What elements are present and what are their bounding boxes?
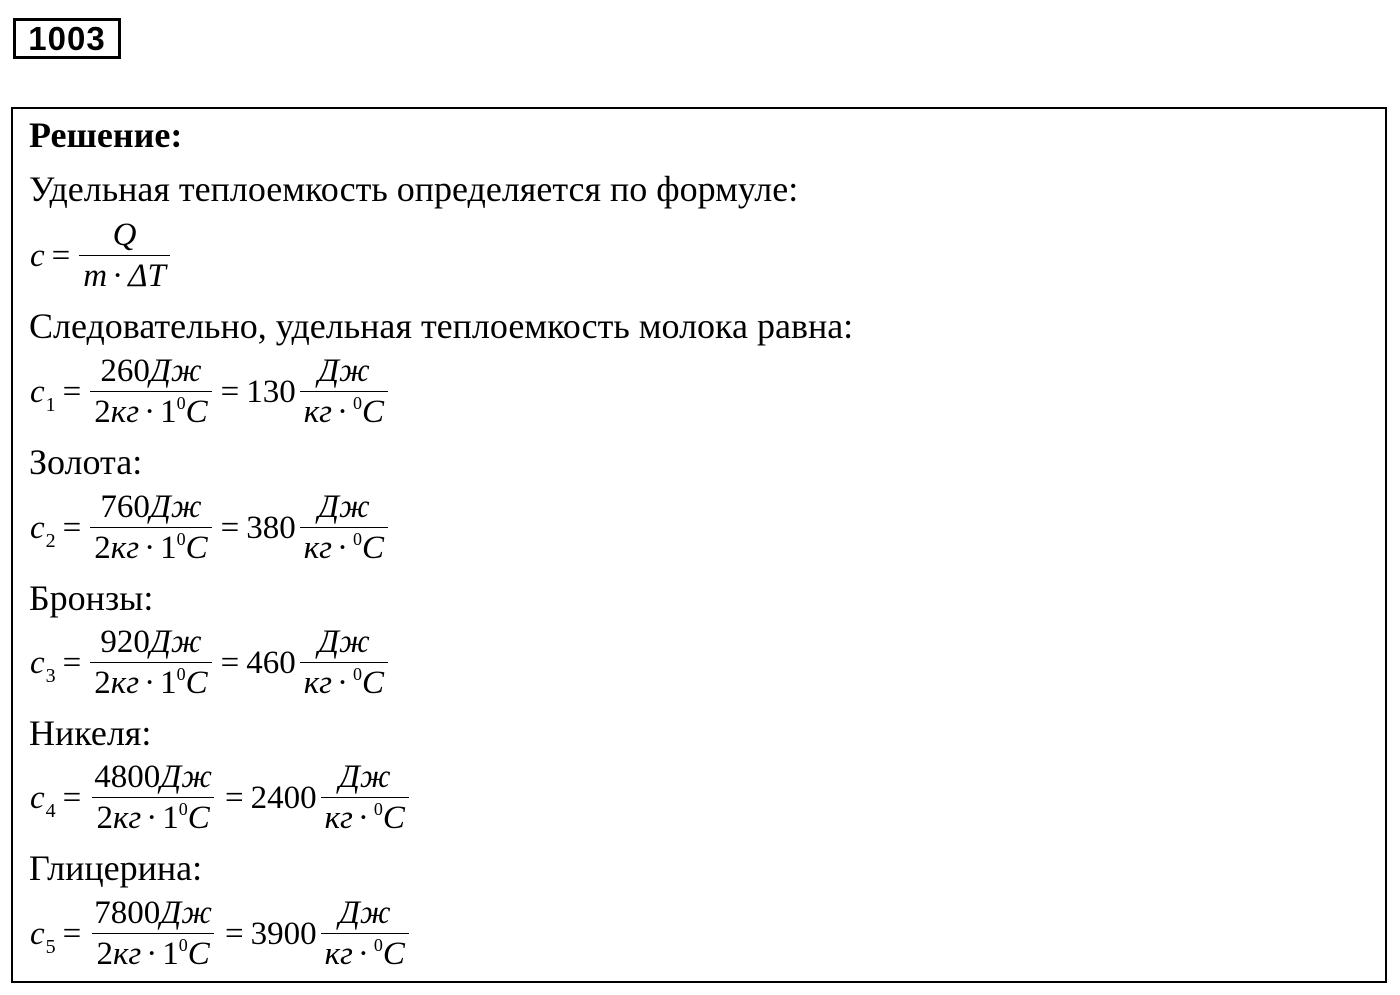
unit-fraction — [321, 895, 409, 973]
celsius-unit: C — [362, 665, 385, 701]
kg-unit: кг — [303, 665, 333, 701]
multiply-dot: · — [144, 665, 156, 701]
kg-unit: кг — [110, 394, 140, 430]
material-label: Бронзы: — [29, 578, 154, 618]
equals-sign: = — [220, 373, 240, 410]
temp-value: 1 — [160, 665, 177, 701]
kg-unit: кг — [303, 394, 333, 430]
intro-text: Удельная теплоемкость определяется по формуле: — [29, 169, 799, 209]
mass-temp-denominator — [92, 797, 213, 837]
result-value: 130 — [246, 373, 296, 410]
mass-temp-denominator — [90, 527, 211, 567]
energy-fraction — [90, 353, 211, 431]
formula-denominator — [79, 255, 170, 295]
general-formula — [30, 214, 172, 298]
material-label: Никеля: — [29, 713, 152, 753]
kg-unit: кг — [110, 665, 140, 701]
kg-unit: кг — [110, 530, 140, 566]
equals-sign: = — [220, 509, 240, 546]
mass-value: 2 — [94, 665, 111, 701]
degree-mark: 0 — [178, 799, 188, 819]
variable-c: $c_3$ — [30, 644, 56, 687]
unit-denominator — [321, 933, 409, 973]
calculation-row — [30, 621, 390, 705]
celsius-unit: C — [185, 394, 208, 430]
degree-mark: 0 — [178, 935, 188, 955]
joule-unit: Дж — [149, 353, 202, 390]
unit-numerator: Дж — [338, 895, 391, 932]
problem-number: 1003 — [13, 18, 121, 59]
energy-fraction — [90, 759, 216, 837]
celsius-unit: C — [185, 530, 208, 566]
joule-unit: Дж — [160, 759, 212, 796]
mass-value: 2 — [96, 936, 113, 972]
degree-mark: 0 — [373, 799, 383, 819]
followup-text: Следовательно, удельная теплоемкость молока равна: — [29, 306, 854, 346]
formula-fraction — [79, 217, 170, 295]
unit-numerator: Дж — [318, 489, 370, 526]
degree-mark: 0 — [353, 393, 363, 413]
mass-value: 2 — [96, 800, 113, 836]
energy-value: 920 — [100, 624, 150, 661]
formula-m: m — [83, 258, 108, 294]
temp-value: 1 — [160, 530, 177, 566]
joule-unit: Дж — [149, 489, 202, 526]
unit-denominator — [300, 391, 388, 431]
joule-unit: Дж — [160, 895, 212, 932]
temp-value: 1 — [162, 800, 179, 836]
equals-sign: = — [224, 779, 244, 816]
unit-fraction — [300, 353, 388, 431]
equals-sign: = — [51, 237, 71, 274]
joule-unit: Дж — [149, 624, 202, 661]
energy-numerator — [90, 759, 216, 797]
unit-numerator: Дж — [338, 759, 391, 796]
variable-c: $c_1$ — [30, 373, 56, 416]
degree-mark: 0 — [176, 664, 186, 684]
celsius-unit: C — [187, 800, 210, 836]
unit-fraction — [321, 759, 409, 837]
equals-sign: = — [62, 779, 82, 816]
energy-value: 760 — [100, 489, 150, 526]
variable-subscript: 5 — [45, 935, 56, 958]
result-value: 2400 — [250, 779, 317, 816]
variable-c: $c_4$ — [30, 779, 56, 822]
mass-temp-denominator — [90, 391, 211, 431]
variable-c: $c_5$ — [30, 915, 56, 958]
multiply-dot: · — [357, 800, 369, 836]
temp-value: 1 — [162, 936, 179, 972]
multiply-dot: · — [357, 936, 369, 972]
mass-temp-denominator — [92, 933, 213, 973]
unit-numerator: Дж — [318, 353, 370, 390]
energy-fraction — [90, 624, 211, 702]
multiply-dot: · — [337, 665, 349, 701]
kg-unit: кг — [324, 800, 353, 836]
multiply-dot: · — [146, 800, 158, 836]
celsius-unit: C — [185, 665, 208, 701]
mass-temp-denominator — [90, 662, 211, 702]
energy-numerator — [96, 353, 205, 391]
temp-value: 1 — [160, 394, 177, 430]
solution-heading: Решение: — [29, 115, 183, 155]
mass-value: 2 — [94, 394, 111, 430]
celsius-unit: C — [362, 394, 385, 430]
result-value: 380 — [246, 509, 296, 546]
result-value: 3900 — [250, 915, 317, 952]
material-label: Золота: — [29, 442, 143, 482]
multiply-dot: · — [337, 394, 349, 430]
energy-value: 7800 — [94, 895, 161, 932]
kg-unit: кг — [112, 936, 142, 972]
unit-denominator — [300, 527, 388, 567]
equals-sign: = — [62, 373, 82, 410]
energy-numerator — [96, 489, 205, 527]
calculation-row — [30, 756, 411, 840]
variable-c: $c_2$ — [30, 509, 56, 552]
calculation-row — [30, 892, 411, 976]
unit-fraction — [300, 489, 388, 567]
energy-fraction — [90, 895, 216, 973]
variable-subscript: 1 — [45, 393, 56, 416]
kg-unit: кг — [112, 800, 142, 836]
unit-numerator: Дж — [318, 624, 370, 661]
celsius-unit: C — [362, 530, 385, 566]
equals-sign: = — [62, 509, 82, 546]
celsius-unit: C — [382, 936, 405, 972]
equals-sign: = — [62, 644, 82, 681]
equals-sign: = — [224, 915, 244, 952]
variable-subscript: 4 — [45, 799, 56, 822]
result-value: 460 — [246, 644, 296, 681]
degree-mark: 0 — [353, 664, 363, 684]
energy-value: 4800 — [94, 759, 161, 796]
variable-subscript: 2 — [45, 529, 56, 552]
kg-unit: кг — [303, 530, 333, 566]
equals-sign: = — [220, 644, 240, 681]
formula-c: c — [30, 237, 45, 274]
energy-value: 260 — [100, 353, 150, 390]
degree-mark: 0 — [373, 935, 383, 955]
degree-mark: 0 — [176, 529, 186, 549]
multiply-dot: · — [144, 530, 156, 566]
multiply-dot: · — [146, 936, 158, 972]
multiply-dot: · — [144, 394, 156, 430]
unit-fraction — [300, 624, 388, 702]
calculation-row — [30, 486, 390, 570]
mass-value: 2 — [94, 530, 111, 566]
kg-unit: кг — [324, 936, 353, 972]
degree-mark: 0 — [353, 529, 363, 549]
variable-subscript: 3 — [45, 664, 56, 687]
unit-denominator — [300, 662, 388, 702]
calculation-row — [30, 350, 390, 434]
material-label: Глицерина: — [29, 848, 203, 888]
equals-sign: = — [62, 915, 82, 952]
celsius-unit: C — [382, 800, 405, 836]
formula-numerator: Q — [112, 217, 137, 254]
energy-fraction — [90, 489, 211, 567]
unit-denominator — [321, 797, 409, 837]
degree-mark: 0 — [176, 393, 186, 413]
multiply-dot: · — [337, 530, 349, 566]
energy-numerator — [96, 624, 205, 662]
celsius-unit: C — [187, 936, 210, 972]
multiply-dot: · — [112, 258, 124, 294]
energy-numerator — [90, 895, 216, 933]
formula-delta-t: ΔT — [128, 258, 166, 294]
